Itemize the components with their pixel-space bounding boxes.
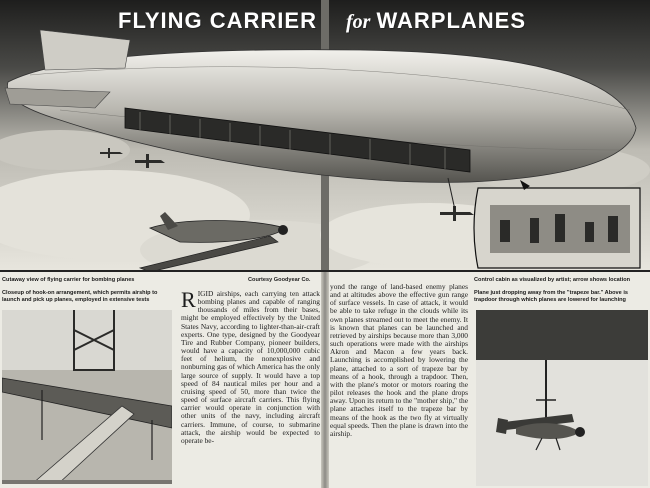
headline xyxy=(118,8,317,34)
caption-control-cabin: Control cabin as visualized by artist; arrow shows location xyxy=(474,277,631,283)
article-column-1 xyxy=(181,287,320,445)
headline-right xyxy=(346,8,526,34)
article-col2-text: yond the range of land-based enemy planes and at altitudes above the effective gun range of surface vessels. In case of attack, it would be able to take refuge in the clouds while its own planes streamed out to meet the enemy. It is known that planes can be launched and retrieved by airships because more than 3,000 such operations were made with the airships Akron and Macon a few years back. Launching is accomplished by lowering the plane, attached to a sort of trapeze bar by means of a hook, through a trapdoor. Then, with the plane's motor or motors roaring the pilot releases the hook and the plane drops away. Upon its return to the "mother ship," the plane attaches itself to the trapeze bar by means of the hook as the two fly at virtually equal speeds. Then the plane is drawn into the airship. xyxy=(330,282,468,438)
trapeze-photo xyxy=(476,310,648,486)
caption-cutaway: Cutaway view of flying carrier for bombing planes xyxy=(2,277,135,283)
headline-end: WARPLANES xyxy=(376,8,527,33)
caption-credit: Courtesy Goodyear Co. xyxy=(248,277,311,283)
headline-for: for xyxy=(346,11,371,33)
headline-main: FLYING CARRIER xyxy=(118,8,317,33)
article-col1-text: IGID airships, each carrying ten attack bombing planes and capable of ranging thousands of miles from their bases, might be employed effectively by the United States Navy, according to lighter-than-air-craft experts. One type, designed by the Goodyear Tire and Rubber Company, pioneer builders, would have a capacity of 10,000,000 cubic feet of helium, the nonexplosive and nonburning gas of which America has the only large source of supply. It would have a top speed of 84 nautical miles per hour and a cruising speed of 50, more than twice the speed of surface aircraft carriers. This flying carrier would operate in conjunction with other units of the navy, including aircraft carriers. Immune, of course, to submarine attack, the airship would be expected to operate be- xyxy=(181,289,320,445)
caption-trapeze: Plane just dropping away from the "trapeze bar." Above is trapdoor through which planes are lowered for launching xyxy=(474,290,628,303)
drop-cap: R xyxy=(181,287,196,312)
article-column-2 xyxy=(330,283,468,438)
caption-closeup: Closeup of hook-on arrangement, which permits airship to launch and pick up planes, employed in extensive tests xyxy=(2,290,158,303)
closeup-photo xyxy=(2,310,172,484)
